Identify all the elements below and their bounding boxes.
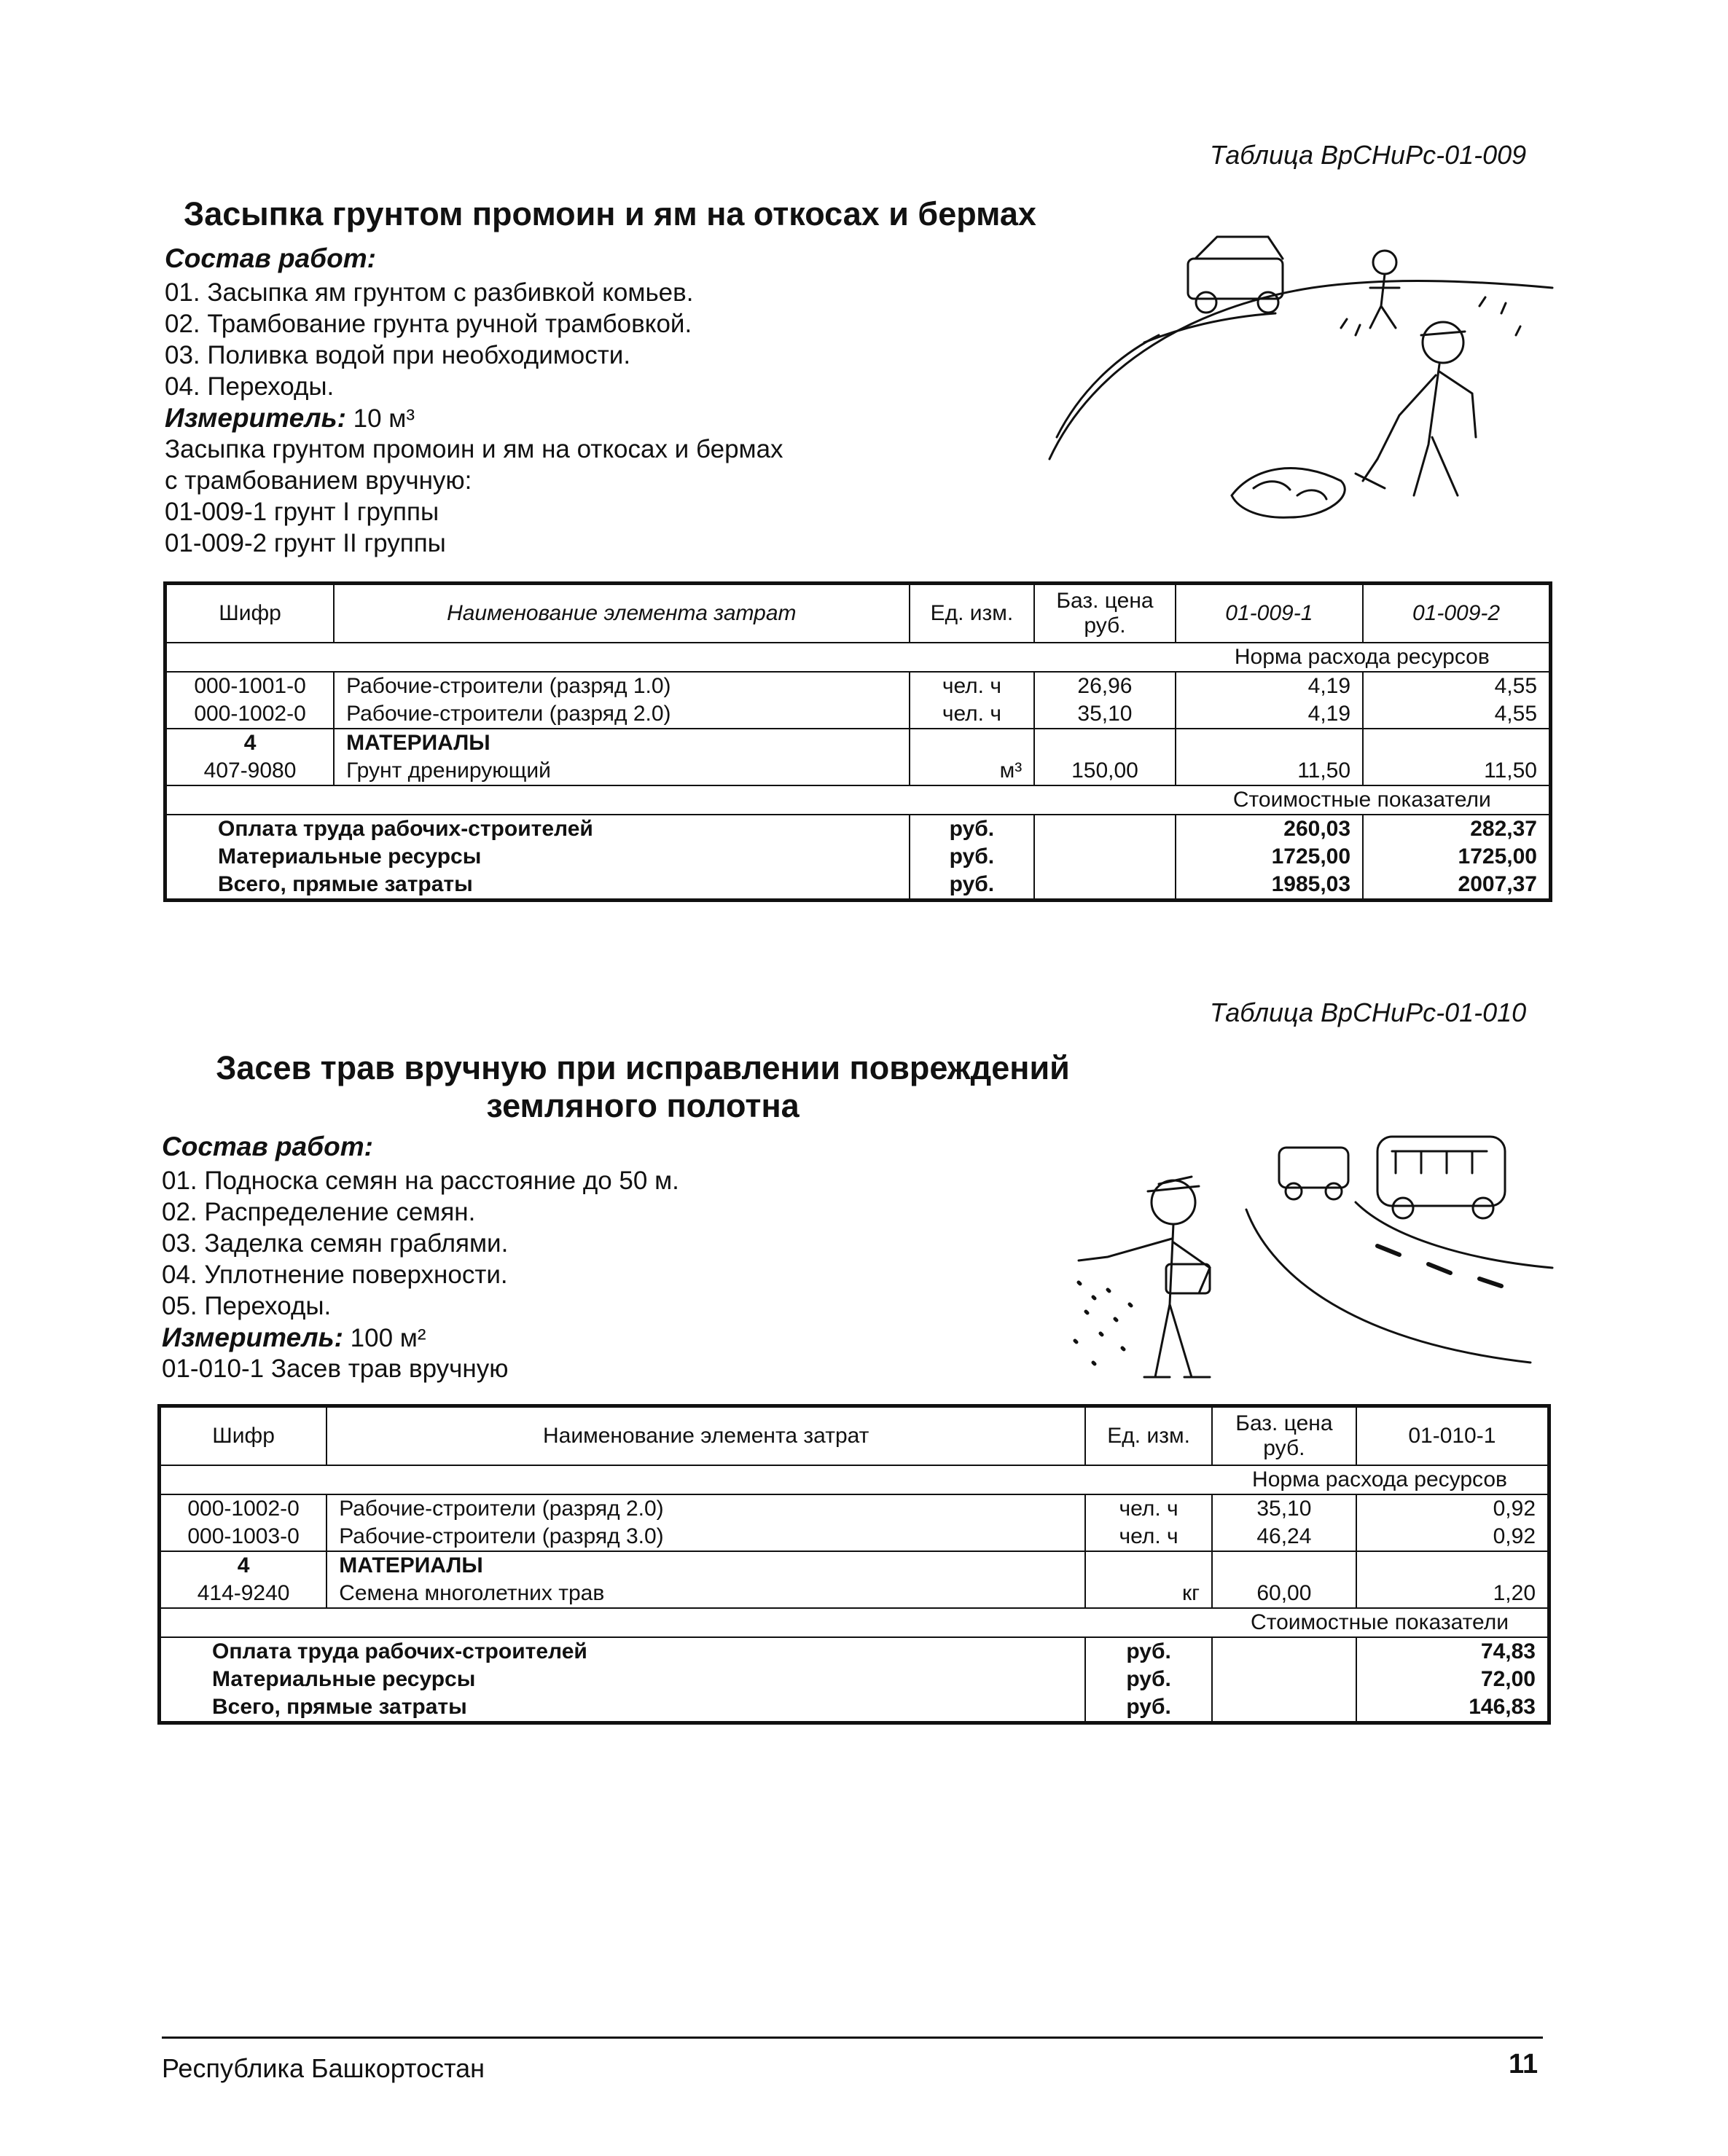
total-name: Всего, прямые затраты (160, 1693, 1086, 1723)
step-item: 04. Уплотнение поверхности. (162, 1261, 508, 1289)
table-row (165, 700, 1551, 729)
total-name: Всего, прямые затраты (165, 871, 910, 901)
materials-group-row (165, 729, 1551, 757)
row-unit: чел. ч (910, 700, 1035, 729)
step-item: 01. Подноска семян на расстояние до 50 м. (162, 1167, 679, 1195)
section-norm-label: Норма расхода ресурсов (1212, 1465, 1549, 1494)
total-unit: руб. (1085, 1666, 1212, 1693)
row-name: Грунт дренирующий (334, 757, 909, 785)
step-item: 05. Переходы. (162, 1292, 332, 1320)
row-name: Рабочие-строители (разряд 3.0) (327, 1523, 1085, 1551)
table-header-row (160, 1406, 1549, 1466)
step-item: 03. Заделка семян граблями. (162, 1229, 509, 1258)
table-row (160, 1494, 1549, 1523)
header-name: Наименование элемента затрат (327, 1406, 1085, 1466)
row-price: 60,00 (1212, 1580, 1356, 1608)
row-code: 000-1002-0 (160, 1494, 327, 1523)
section-row (160, 1608, 1549, 1637)
table-row (160, 1523, 1549, 1551)
step-item: 04. Переходы. (165, 372, 335, 401)
table-row (165, 757, 1551, 785)
header-code: Шифр (165, 584, 335, 643)
table-id-01-010: Таблица ВрСНиРс-01-010 (1210, 997, 1527, 1027)
composition-label: Состав работ: (165, 243, 376, 273)
total-value-1: 1985,03 (1176, 871, 1363, 901)
section-norm-label: Норма расхода ресурсов (1176, 643, 1551, 672)
row-unit: чел. ч (1085, 1523, 1212, 1551)
totals-row (160, 1693, 1549, 1723)
materials-label: МАТЕРИАЛЫ (327, 1551, 1085, 1580)
totals-row (165, 871, 1551, 901)
total-name: Оплата труда рабочих-строителей (165, 815, 910, 843)
title-line: Засев трав вручную при исправлении повреждений (216, 1049, 1070, 1086)
header-price: Баз. цена руб. (1034, 584, 1175, 643)
row-unit: кг (1085, 1580, 1212, 1608)
total-unit: руб. (1085, 1693, 1212, 1723)
work-composition-01-009 (165, 243, 783, 559)
row-value-2: 4,55 (1363, 672, 1550, 700)
total-value-2: 282,37 (1363, 815, 1550, 843)
row-code: 414-9240 (160, 1580, 327, 1608)
row-name: Рабочие-строители (разряд 2.0) (334, 700, 909, 729)
meter-line (162, 1322, 679, 1353)
code-line: 01-010-1 Засев трав вручную (162, 1355, 509, 1383)
table-header-row (165, 584, 1551, 643)
total-unit: руб. (910, 871, 1035, 901)
materials-label: МАТЕРИАЛЫ (334, 729, 909, 757)
materials-group-row (160, 1551, 1549, 1580)
header-col-01-009-1: 01-009-1 (1176, 584, 1363, 643)
table-id-01-009: Таблица ВрСНиРс-01-009 (1210, 140, 1527, 170)
header-name: Наименование элемента затрат (334, 584, 909, 643)
total-value-2: 1725,00 (1363, 843, 1550, 871)
row-code: 000-1003-0 (160, 1523, 327, 1551)
illustration-sowing-road (1064, 1122, 1560, 1406)
total-value-1: 260,03 (1176, 815, 1363, 843)
resource-table-01-009 (163, 581, 1552, 902)
row-unit: чел. ч (1085, 1494, 1212, 1523)
row-unit: м³ (910, 757, 1035, 785)
meter-label: Измеритель: (165, 403, 346, 433)
row-name: Семена многолетних трав (327, 1580, 1085, 1608)
row-price: 150,00 (1034, 757, 1175, 785)
totals-row (165, 843, 1551, 871)
step-item: 01. Засыпка ям грунтом с разбивкой комьев. (165, 278, 694, 307)
title-line: земляного полотна (486, 1087, 800, 1124)
meter-line (165, 402, 783, 434)
materials-code: 4 (160, 1551, 327, 1580)
table-row (160, 1580, 1549, 1608)
page-number: 11 (1509, 2049, 1539, 2079)
section-cost-label: Стоимостные показатели (1176, 785, 1551, 815)
header-unit: Ед. изм. (1085, 1406, 1212, 1466)
total-unit: руб. (1085, 1637, 1212, 1666)
step-item: 02. Трамбование грунта ручной трамбовкой. (165, 310, 692, 338)
row-code: 000-1001-0 (165, 672, 335, 700)
row-price: 46,24 (1212, 1523, 1356, 1551)
header-unit: Ед. изм. (910, 584, 1035, 643)
section-title-01-009: Засыпка грунтом промоин и ям на откосах и бермах (184, 195, 1036, 232)
section-row (165, 785, 1551, 815)
total-value-2: 2007,37 (1363, 871, 1550, 901)
totals-row (160, 1637, 1549, 1666)
step-item: 03. Поливка водой при необходимости. (165, 341, 631, 369)
row-price: 26,96 (1034, 672, 1175, 700)
footer-divider (162, 2037, 1543, 2039)
section-row (160, 1465, 1549, 1494)
row-name: Рабочие-строители (разряд 2.0) (327, 1494, 1085, 1523)
row-code: 407-9080 (165, 757, 335, 785)
section-row (165, 643, 1551, 672)
step-item: 02. Распределение семян. (162, 1198, 476, 1226)
row-value-1: 4,19 (1176, 700, 1363, 729)
totals-row (165, 815, 1551, 843)
row-code: 000-1002-0 (165, 700, 335, 729)
composition-label: Состав работ: (162, 1132, 373, 1161)
header-col-01-009-2: 01-009-2 (1363, 584, 1550, 643)
section-title-01-010 (169, 1049, 1117, 1125)
total-unit: руб. (910, 815, 1035, 843)
total-value-1: 72,00 (1356, 1666, 1549, 1693)
illustration-workers-slope (1035, 219, 1560, 561)
table-row (165, 672, 1551, 700)
row-name: Рабочие-строители (разряд 1.0) (334, 672, 909, 700)
row-value-1: 11,50 (1176, 757, 1363, 785)
meter-value: 100 м² (350, 1324, 426, 1352)
header-code: Шифр (160, 1406, 327, 1466)
total-name: Оплата труда рабочих-строителей (160, 1637, 1086, 1666)
code-line: 01-009-1 грунт I группы (165, 498, 439, 526)
section-cost-label: Стоимостные показатели (1212, 1608, 1549, 1637)
code-line: 01-009-2 грунт II группы (165, 529, 446, 557)
meter-value: 10 м³ (353, 404, 415, 433)
total-name: Материальные ресурсы (160, 1666, 1086, 1693)
row-value-1: 4,19 (1176, 672, 1363, 700)
row-value-1: 0,92 (1356, 1494, 1549, 1523)
row-price: 35,10 (1212, 1494, 1356, 1523)
materials-code: 4 (165, 729, 335, 757)
header-col-01-010-1: 01-010-1 (1356, 1406, 1549, 1466)
row-value-1: 1,20 (1356, 1580, 1549, 1608)
total-name: Материальные ресурсы (165, 843, 910, 871)
meter-label: Измеритель: (162, 1322, 343, 1352)
row-value-2: 4,55 (1363, 700, 1550, 729)
row-unit: чел. ч (910, 672, 1035, 700)
resource-table-01-010 (157, 1404, 1551, 1725)
row-value-2: 11,50 (1363, 757, 1550, 785)
total-value-1: 146,83 (1356, 1693, 1549, 1723)
row-value-1: 0,92 (1356, 1523, 1549, 1551)
description-line: Засыпка грунтом промоин и ям на откосах и бермах (165, 435, 783, 463)
total-unit: руб. (910, 843, 1035, 871)
total-value-1: 74,83 (1356, 1637, 1549, 1666)
totals-row (160, 1666, 1549, 1693)
header-price: Баз. цена руб. (1212, 1406, 1356, 1466)
row-price: 35,10 (1034, 700, 1175, 729)
total-value-1: 1725,00 (1176, 843, 1363, 871)
footer-region: Республика Башкортостан (162, 2053, 485, 2083)
description-line: с трамбованием вручную: (165, 466, 472, 495)
work-composition-01-010 (162, 1132, 679, 1384)
